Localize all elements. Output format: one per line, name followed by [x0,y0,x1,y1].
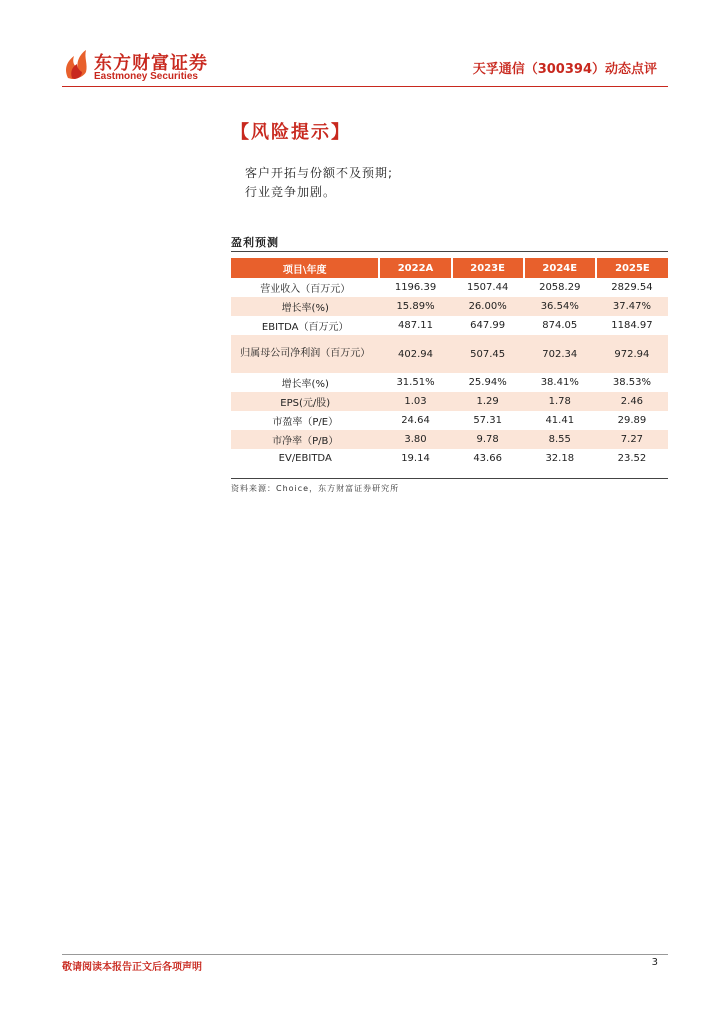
cell-value: 3.80 [379,430,451,449]
row-label: EPS(元/股) [231,392,379,411]
column-header: 2024E [524,258,596,278]
report-title: 天孚通信（300394）动态点评 [472,62,657,77]
cell-value: 41.41 [545,415,575,426]
column-header: 2025E [596,258,668,278]
row-label: EBITDA（百万元） [261,322,349,333]
cell-value: 1.03 [379,392,451,411]
cell-value: 8.55 [524,430,596,449]
column-header: 项目\年度 [231,258,379,278]
cell-value: 15.89% [379,297,451,316]
row-label: 市净率（P/B） [231,430,379,449]
footer-disclaimer: 敬请阅读本报告正文后各项声明 [62,962,202,973]
logo-flame-icon [62,48,90,80]
table-row [231,297,668,316]
cell-value: 702.34 [524,335,596,373]
table-row [231,335,668,373]
cell-value: 647.99 [470,320,506,331]
header-divider [62,86,668,87]
row-label: 营业收入（百万元） [260,284,351,295]
table-header-row [231,258,668,278]
cell-value: 29.89 [617,415,647,426]
cell-value: 2.46 [596,392,668,411]
risk-section-title: 【风险提示】 [231,122,351,143]
logo-text-en: Eastmoney Securities [94,71,198,82]
cell-value: 19.14 [401,453,430,464]
cell-value: 507.45 [452,335,524,373]
cell-value: 32.18 [545,453,575,464]
cell-value: 57.31 [473,415,502,426]
cell-value: 2829.54 [611,282,653,293]
table-row [231,411,668,430]
cell-value: 38.53% [612,377,651,388]
cell-value: 1.29 [452,392,524,411]
footer-divider [62,954,668,955]
risk-item: 行业竞争加剧。 [245,185,337,199]
cell-value: 31.51% [396,377,435,388]
table-row [231,430,668,449]
cell-value: 24.64 [401,415,430,426]
cell-value: 487.11 [398,320,434,331]
table-row [231,392,668,411]
page-header [0,0,724,90]
cell-value: 7.27 [596,430,668,449]
table-row [231,449,668,468]
column-header: 2022A [379,258,451,278]
table-row [231,278,668,297]
cell-value: 43.66 [473,453,502,464]
cell-value: 9.78 [452,430,524,449]
cell-value: 1.78 [524,392,596,411]
row-label: 市盈率（P/E） [272,417,339,428]
cell-value: 874.05 [542,320,578,331]
page-number: 3 [651,957,658,968]
cell-value: 1507.44 [466,282,509,293]
risk-item: 客户开拓与份额不及预期; [245,166,394,180]
row-label: 归属母公司净利润（百万元） [231,335,379,373]
table-top-rule [231,251,668,252]
cell-value: 1196.39 [394,282,437,293]
row-label: 增长率(%) [281,379,329,390]
table-source-note: 资料来源：Choice，东方财富证券研究所 [231,484,400,493]
forecast-table-title: 盈利预测 [231,236,279,249]
table-row [231,316,668,335]
cell-value: 37.47% [596,297,668,316]
cell-value: 25.94% [468,377,507,388]
cell-value: 972.94 [596,335,668,373]
column-header: 2023E [452,258,524,278]
cell-value: 38.41% [540,377,579,388]
logo-text-cn: 东方财富证券 [94,53,208,74]
row-label: EV/EBITDA [278,453,332,464]
cell-value: 23.52 [617,453,647,464]
brand-logo [62,46,212,84]
table-row [231,373,668,392]
cell-value: 1184.97 [611,320,653,331]
cell-value: 2058.29 [539,282,581,293]
cell-value: 36.54% [524,297,596,316]
table-bottom-rule [231,478,668,479]
forecast-table [231,258,668,468]
cell-value: 402.94 [379,335,451,373]
row-label: 增长率(%) [231,297,379,316]
cell-value: 26.00% [452,297,524,316]
